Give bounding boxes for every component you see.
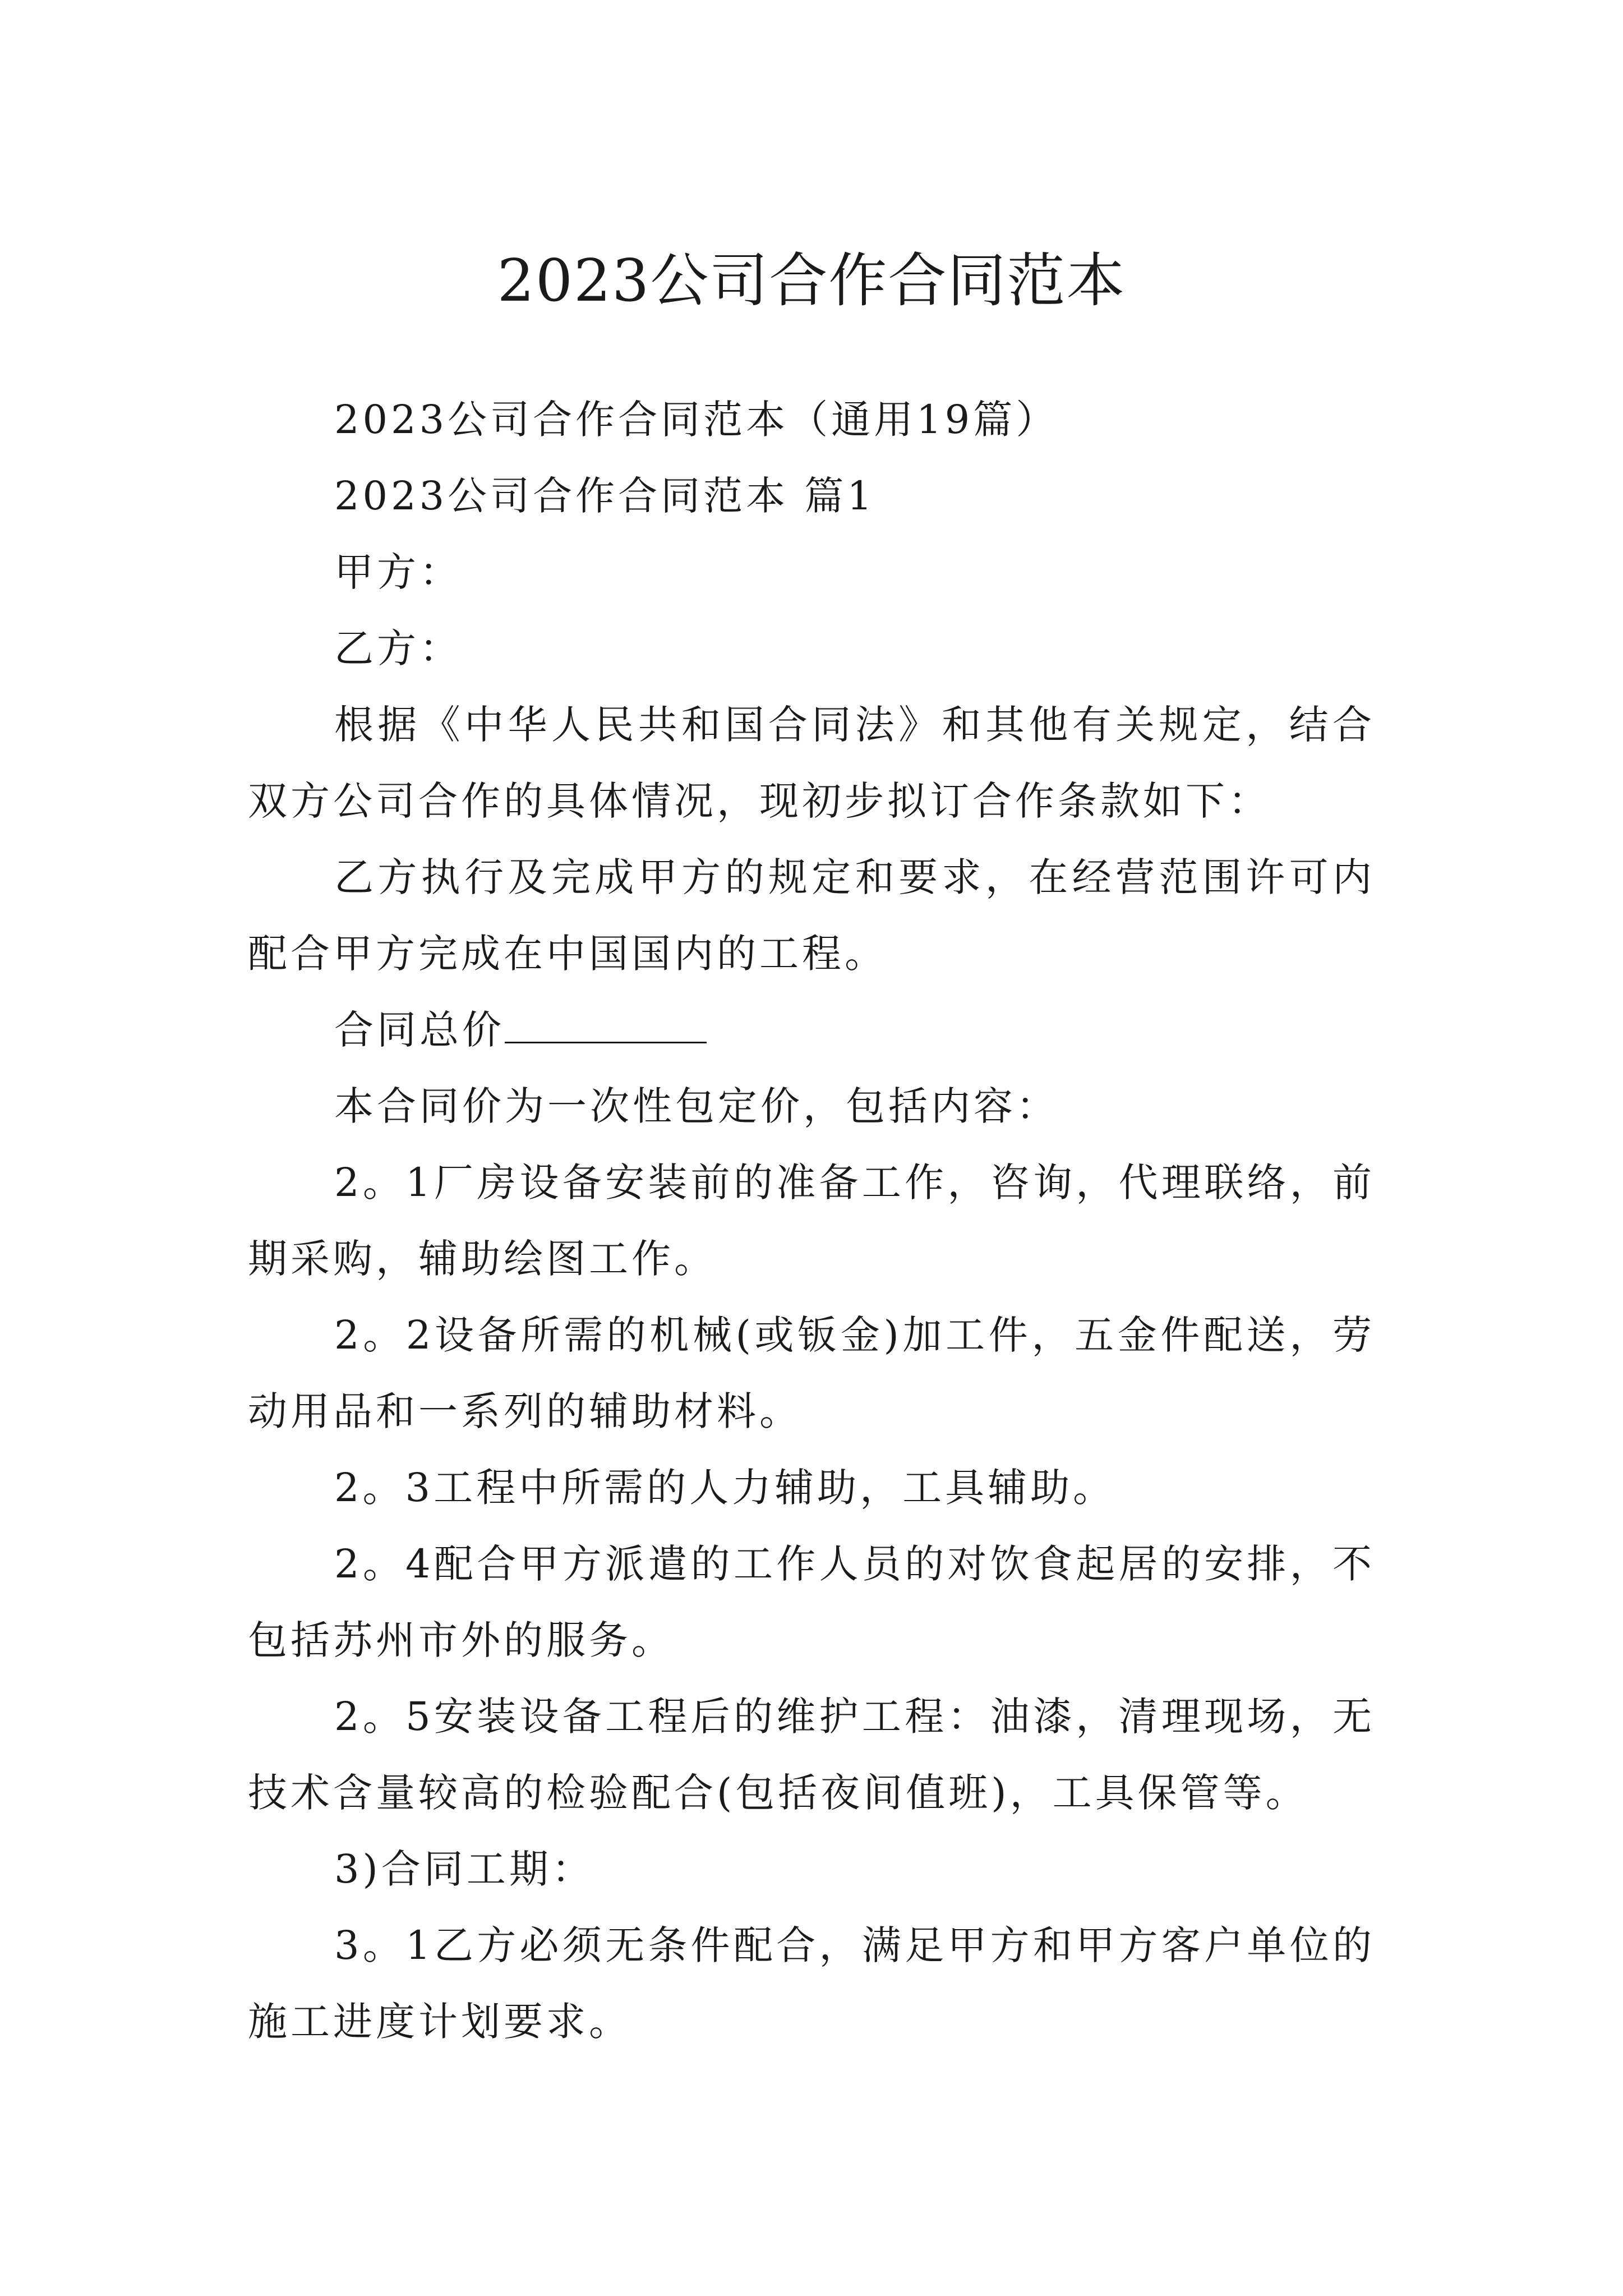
contract-total-price-label: 合同总价 [334,1007,505,1053]
clause-item: 2。2设备所需的机械(或钣金)加工件，五金件配送，劳动用品和一系列的辅助材料。 [248,1312,1375,1434]
clause-item: 2。3工程中所需的人力辅助，工具辅助。 [334,1465,1116,1511]
document-body [248,381,1375,2060]
clause-item: 2。5安装设备工程后的维护工程：油漆，清理现场，无技术含量较高的检验配合(包括夜间值班)，工具保管等。 [248,1694,1375,1816]
paragraph: 本合同价为一次性包定价，包括内容： [334,1083,1059,1129]
clause-item: 2。4配合甲方派遣的工作人员的对饮食起居的安排，不包括苏州市外的服务。 [248,1541,1375,1663]
section-heading: 3)合同工期： [334,1846,594,1892]
clause-item: 3。1乙方必须无条件配合，满足甲方和甲方客户单位的施工进度计划要求。 [248,1922,1375,2045]
section-heading: 2023公司合作合同范本 篇1 [334,473,875,519]
clause-item: 2。1厂房设备安装前的准备工作，咨询，代理联络，前期采购，辅助绘图工作。 [248,1159,1375,1282]
fill-in-blank [505,1002,707,1043]
subtitle-line: 2023公司合作合同范本（通用19篇） [334,397,1059,443]
paragraph: 乙方执行及完成甲方的规定和要求，在经营范围许可内配合甲方完成在中国国内的工程。 [248,854,1375,977]
contract-total-price-line [248,992,1375,1068]
paragraph: 根据《中华人民共和国合同法》和其他有关规定，结合双方公司合作的具体情况，现初步拟订合作条款如下： [248,702,1375,824]
party-b-line: 乙方： [334,625,462,671]
document-title: 2023公司合作合同范本 [497,246,1126,315]
party-a-line: 甲方： [334,549,462,595]
